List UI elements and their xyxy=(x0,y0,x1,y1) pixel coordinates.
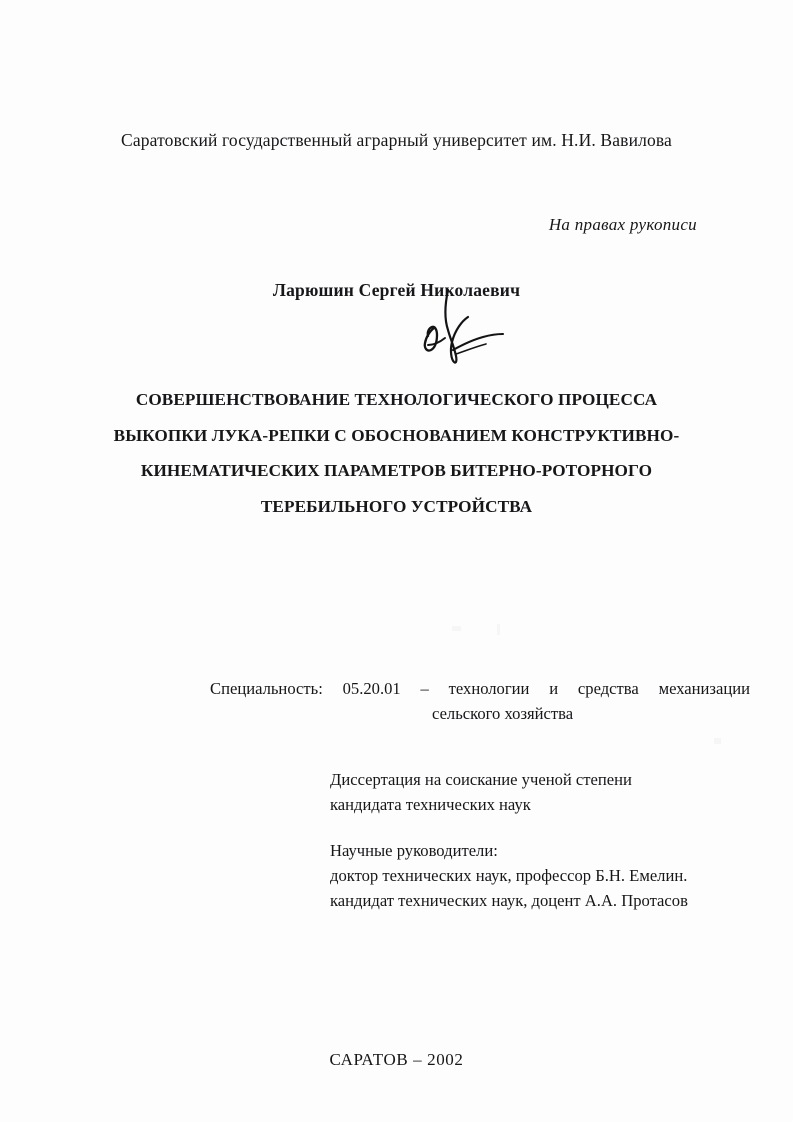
specialty-line-2: сельского хозяйства xyxy=(432,704,574,723)
scan-artifact xyxy=(497,624,500,635)
title-line-1: СОВЕРШЕНСТВОВАНИЕ ТЕХНОЛОГИЧЕСКОГО ПРОЦЕССА xyxy=(135,390,658,409)
specialty-block xyxy=(210,676,750,726)
supervisor-1: доктор технических наук, профессор Б.Н. Емелин. xyxy=(330,866,688,885)
university-name: Саратовский государственный аграрный университет им. Н.И. Вавилова xyxy=(121,130,672,150)
degree-line-2: кандидата технических наук xyxy=(330,795,531,814)
supervisors-heading: Научные руководители: xyxy=(330,841,498,860)
author-name: Ларюшин Сергей Николаевич xyxy=(272,280,521,300)
dissertation-title xyxy=(110,382,683,524)
supervisors-block xyxy=(330,838,688,913)
scan-artifact xyxy=(714,738,721,744)
scan-artifact xyxy=(452,626,461,631)
manuscript-rights-note: На правах рукописи xyxy=(548,215,697,234)
degree-line-1: Диссертация на соискание ученой степени xyxy=(330,770,632,789)
specialty-line-1: Специальность: 05.20.01 – технологии и средства механизации xyxy=(210,679,750,698)
author-block xyxy=(0,280,793,301)
title-line-2: ВЫКОПКИ ЛУКА-РЕПКИ С ОБОСНОВАНИЕМ КОНСТРУКТИВНО- xyxy=(113,425,680,445)
degree-statement xyxy=(330,767,632,817)
title-line-4: ТЕРЕБИЛЬНОГО УСТРОЙСТВА xyxy=(260,496,533,516)
supervisor-2: кандидат технических наук, доцент А.А. Протасов xyxy=(330,891,688,910)
city-and-year: САРАТОВ – 2002 xyxy=(329,1050,464,1069)
title-line-3: КИНЕМАТИЧЕСКИХ ПАРАМЕТРОВ БИТЕРНО-РОТОРНОГО xyxy=(140,461,653,480)
